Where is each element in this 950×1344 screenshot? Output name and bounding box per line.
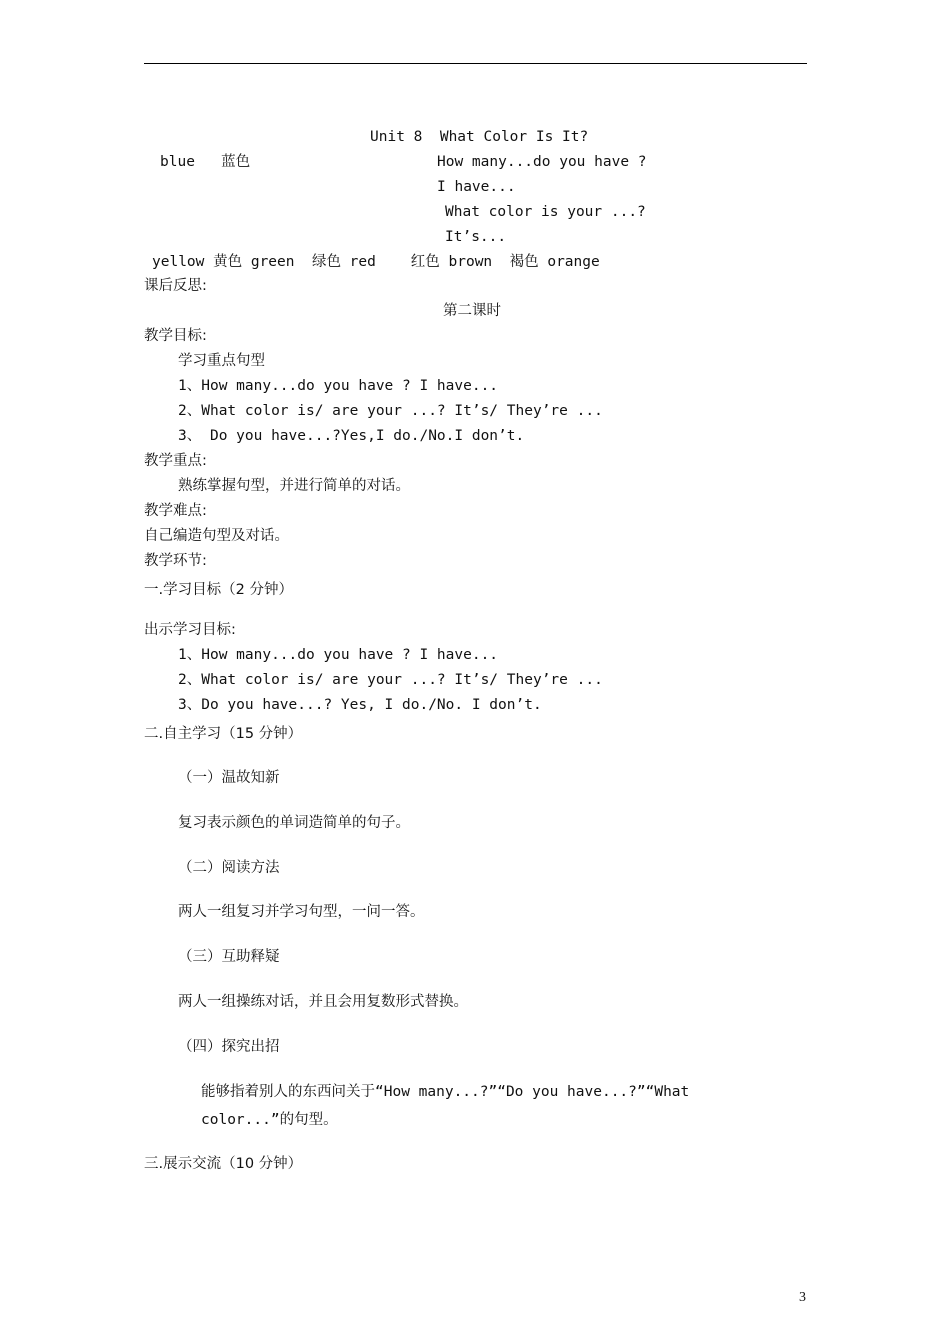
section-three-heading: 三.展示交流（10 分钟） [144,1156,303,1172]
focus-label: 教学重点: [144,453,207,469]
show-objectives-label: 出示学习目标: [144,622,236,638]
reflection-label: 课后反思: [144,278,207,294]
sentence-its: It’s... [445,229,507,245]
subsection-3-text: 两人一组操练对话，并且会用复数形式替换。 [178,994,468,1010]
sentence-how-many: How many...do you have ? [437,154,647,170]
difficulty-label: 教学难点: [144,503,207,519]
subsection-1-heading: （一）温故知新 [178,770,280,786]
subsection-1-text: 复习表示颜色的单词造简单的句子。 [178,815,410,831]
difficulty-text: 自己编造句型及对话。 [144,528,289,544]
sentence-i-have: I have... [437,179,516,195]
focus-text: 熟练掌握句型，并进行简单的对话。 [178,478,410,494]
objectives-label: 教学目标: [144,328,207,344]
section-two-heading: 二.自主学习（15 分钟） [144,726,303,742]
subsection-2-heading: （二）阅读方法 [178,860,280,876]
subsection-4-heading: （四）探究出招 [178,1039,280,1055]
show-objective-item-2: 2、What color is/ are your ...? It’s/ They’re ... [178,672,603,688]
subsection-4-text-line-2: color...”的句型。 [201,1112,338,1128]
key-sentences-label: 学习重点句型 [178,353,265,369]
unit-title: Unit 8 What Color Is It? [370,129,589,145]
header-rule [144,63,807,64]
show-objective-item-1: 1、How many...do you have ? I have... [178,647,499,663]
section-one-heading: 一.学习目标（2 分钟） [144,582,293,598]
objective-item-2: 2、What color is/ are your ...? It’s/ They’re ... [178,403,603,419]
vocab-colors: yellow 黄色 green 绿色 red 红色 brown 褐色 orange [152,254,600,270]
objective-item-1: 1、How many...do you have ? I have... [178,378,499,394]
sentence-what-color: What color is your ...? [445,204,646,220]
page-number: 3 [799,1290,806,1305]
lesson-heading: 第二课时 [443,303,501,319]
show-objective-item-3: 3、Do you have...? Yes, I do./No. I don’t. [178,697,542,713]
subsection-3-heading: （三）互助释疑 [178,949,280,965]
subsection-2-text: 两人一组复习并学习句型，一问一答。 [178,904,425,920]
objective-item-3: 3、 Do you have...?Yes,I do./No.I don’t. [178,428,525,444]
vocab-blue: blue 蓝色 [160,154,251,170]
procedure-label: 教学环节: [144,553,207,569]
subsection-4-text-line-1: 能够指着别人的东西问关于“How many...?”“Do you have...?”“What [201,1084,690,1100]
